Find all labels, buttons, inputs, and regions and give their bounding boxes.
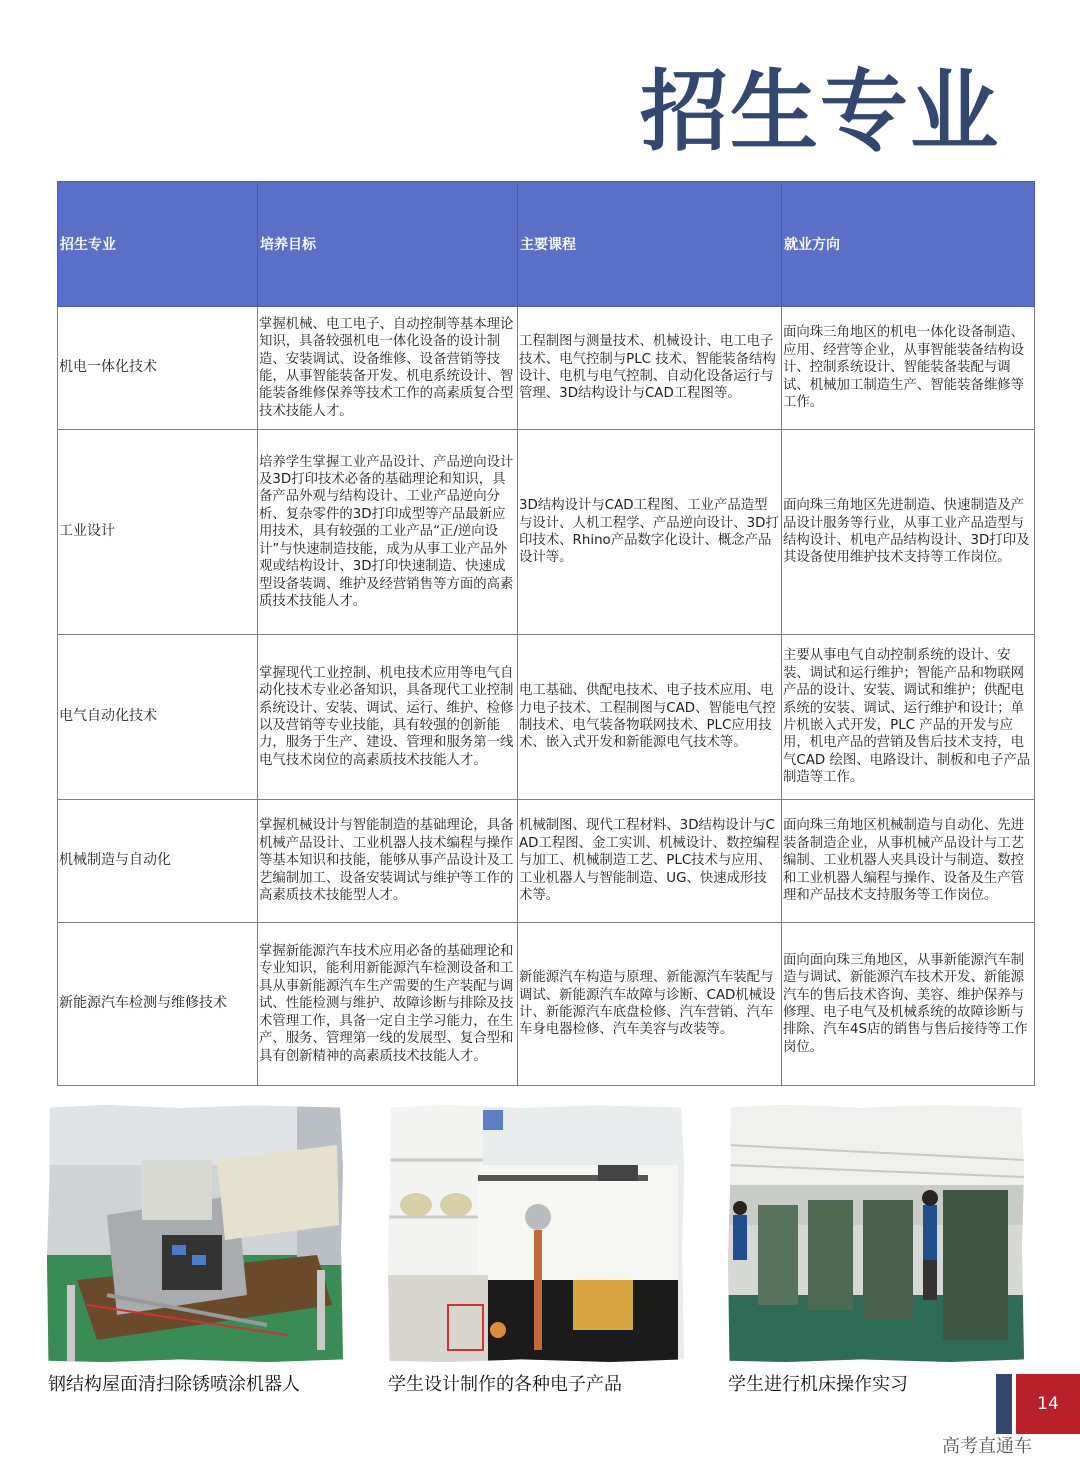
training-goal: 培养学生掌握工业产品设计、产品逆向设计及3D打印技术必备的基础理论和知识，具备产品外观与结构设计、工业产品逆向分析、复杂零件的3D打印成型等产品最新应用技术，具有较强的工业产品“正/逆向设计”与快速制造技能，成为从事工业产品外观或结构设计、3D打印快速制造、快速成型设备装调、维护及经营销售等方面的高素质技术技能人才。 [258,430,518,635]
table-header-row [58,182,1035,307]
majors-table [57,181,1035,1086]
career-direction: 主要从事电气自动控制系统的设计、安装、调试和运行维护；智能产品和物联网产品的设计、安装、调试和维护；供配电系统的安装、调试、运行维护和设计；单片机嵌入式开发，PLC 产品的开发与应用，机电产品的营销及售后技术支持，电气CAD 绘图、电路设计、制板和电子产品制造等工作。 [782,635,1035,800]
career-direction: 面向珠三角地区机械制造与自动化、先进装备制造企业，从事机械产品设计与工艺编制、工业机器人夹具设计与制造、数控和工业机器人编程与操作、设备及生产管理和产品技术支持服务等工作岗位。 [782,800,1035,923]
major-name: 新能源汽车检测与维修技术 [58,923,258,1086]
training-goal: 掌握新能源汽车技术应用必备的基础理论和专业知识，能利用新能源汽车检测设备和工具从事新能源汽车生产需要的生产装配与调试、性能检测与维护、故障诊断与排除及技术管理工作，具备一定自主学习能力，在生产、服务、管理第一线的发展型、复合型和具有创新精神的高素质技术技能人才。 [258,923,518,1086]
decorative-bar [996,1374,1012,1434]
table-row [58,307,1035,430]
header-courses: 主要课程 [518,182,782,307]
career-direction: 面向面向珠三角地区，从事新能源汽车制造与调试、新能源汽车技术开发、新能源汽车的售后技术咨询、美容、维护保养与修理、电子电气及机械系统的故障诊断与排除、汽车4S店的销售与售后接待等工作岗位。 [782,923,1035,1086]
photo-caption: 钢结构屋面清扫除锈喷涂机器人 [48,1374,300,1395]
table-row [58,923,1035,1086]
electronic-products-photo [388,1105,684,1362]
photo-caption: 学生设计制作的各种电子产品 [388,1374,622,1395]
major-name: 机电一体化技术 [58,307,258,430]
main-courses: 电工基础、供配电技术、电子技术应用、电力电子技术、工程制图与CAD、智能电气控制技术、电气装备物联网技术、PLC应用技术、嵌入式开发和新能源电气技术等。 [518,635,782,800]
training-goal: 掌握机械设计与智能制造的基础理论，具备机械产品设计、工业机器人技术编程与操作等基本知识和技能，能够从事产品设计及工艺编制加工、设备安装调试与维护等工作的高素质技术技能型人才。 [258,800,518,923]
page-number: 14 [1016,1374,1080,1434]
page-title: 招生专业 [640,60,1001,163]
table-row [58,800,1035,923]
main-courses: 新能源汽车构造与原理、新能源汽车装配与调试、新能源汽车故障与诊断、CAD机械设计、新能源汽车底盘检修、汽车营销、汽车车身电器检修、汽车美容与改装等。 [518,923,782,1086]
photo-caption: 学生进行机床操作实习 [728,1374,908,1395]
main-courses: 工程制图与测量技术、机械设计、电工电子技术、电气控制与PLC 技术、智能装备结构设计、电机与电气控制、自动化设备运行与管理、3D结构设计与CAD工程图等。 [518,307,782,430]
major-name: 电气自动化技术 [58,635,258,800]
major-name: 工业设计 [58,430,258,635]
watermark: 高考直通车 [942,1436,1032,1457]
machine-tool-practice-photo [728,1105,1024,1362]
table-row [58,635,1035,800]
training-goal: 掌握现代工业控制、机电技术应用等电气自动化技术专业必备知识，具备现代工业控制系统设计、安装、调试、运行、维护、检修以及营销等专业技能，具有较强的创新能力，服务于生产、建设、管理和服务第一线电气技术岗位的高素质技术技能人才。 [258,635,518,800]
robot-machine-photo [47,1105,343,1362]
career-direction: 面向珠三角地区先进制造、快速制造及产品设计服务等行业，从事工业产品造型与结构设计、机电产品结构设计、3D打印及其设备使用维护技术支持等工作岗位。 [782,430,1035,635]
career-direction: 面向珠三角地区的机电一体化设备制造、应用、经营等企业，从事智能装备结构设计、控制系统设计、智能装备装配与调试、机械加工制造生产、智能装备维修等工作。 [782,307,1035,430]
main-courses: 3D结构设计与CAD工程图、工业产品造型与设计、人机工程学、产品逆向设计、3D打印技术、Rhino产品数字化设计、概念产品设计等。 [518,430,782,635]
major-name: 机械制造与自动化 [58,800,258,923]
header-major: 招生专业 [58,182,258,307]
header-careers: 就业方向 [782,182,1035,307]
table-row [58,430,1035,635]
training-goal: 掌握机械、电工电子、自动控制等基本理论知识，具备较强机电一体化设备的设计制造、安装调试、设备维修、设备营销等技能，从事智能装备开发、机电系统设计、智能装备维修保养等技术工作的高素质复合型技术技能人才。 [258,307,518,430]
main-courses: 机械制图、现代工程材料、3D结构设计与CAD工程图、金工实训、机械设计、数控编程与加工、机械制造工艺、PLC技术与应用、工业机器人与智能制造、UG、快速成形技术等。 [518,800,782,923]
header-goal: 培养目标 [258,182,518,307]
